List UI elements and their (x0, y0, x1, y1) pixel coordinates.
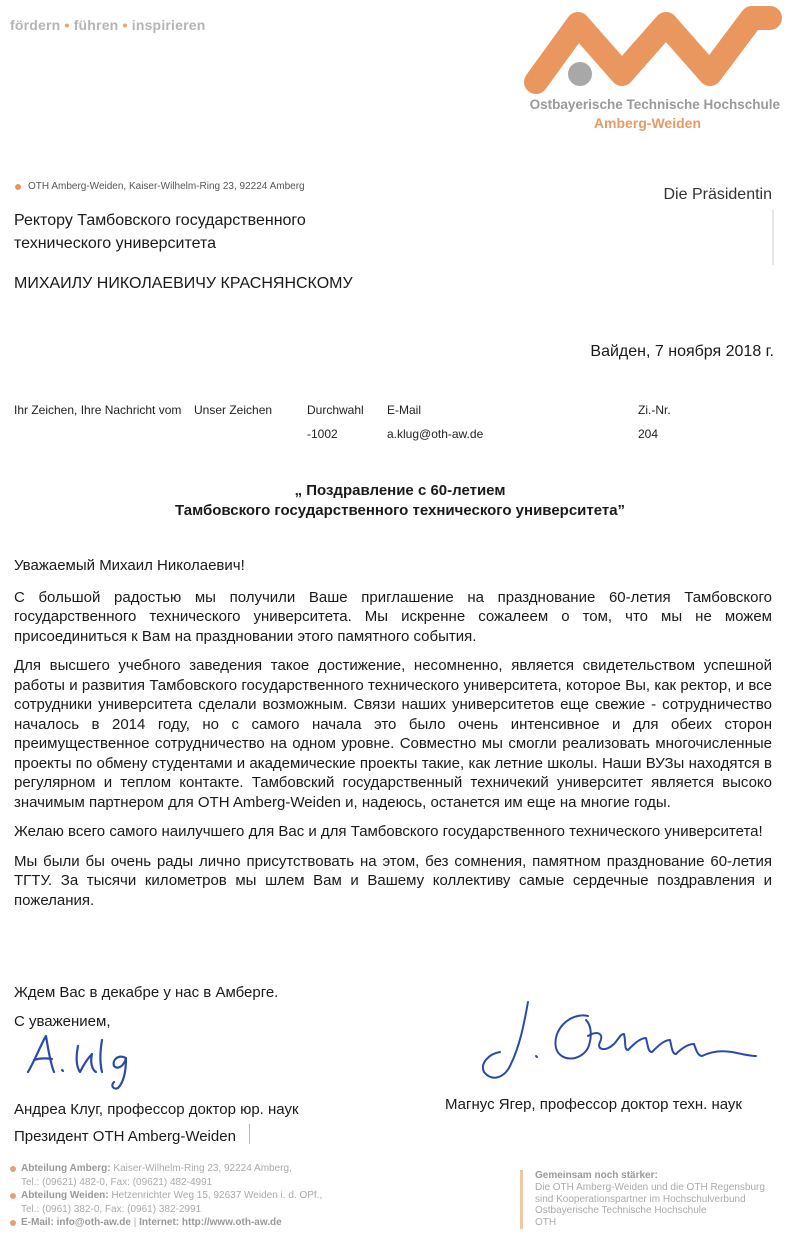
subject-line-2: Тамбовского государственного технического университета” (174, 502, 626, 519)
divider (249, 1124, 250, 1144)
signatory-right-name: Магнус Ягер, профессор доктор техн. наук (445, 1096, 742, 1113)
sender-address (15, 181, 305, 192)
footer-internet-value: http://www.oth-aw.de (181, 1217, 282, 1228)
footer-row-weiden-tel (10, 1203, 322, 1217)
footer-row-web (10, 1216, 322, 1230)
institution-campus: Amberg-Weiden (593, 115, 701, 131)
ref-label-durchwahl: Durchwahl (307, 403, 364, 417)
footer-weiden-tel: Tel.: (0961) 382-0, Fax: (0961) 382-2991 (21, 1203, 202, 1215)
signature-klug-icon (22, 1028, 142, 1092)
ref-value-zinr: 204 (638, 427, 659, 441)
footer-email-label: E-Mail: (21, 1217, 54, 1228)
footer-partner-line-1: Die OTH Amberg-Weiden und die OTH Regensburg (535, 1181, 765, 1193)
body-paragraph-1: С большой радостью мы получили Ваше приглашение на празднование 60-летия Тамбовского государственного технического университета. Мы искренне сожалеем о том, что мы не можем присоединиться к Вам на праздновании этого памятного события. (14, 588, 772, 645)
signatory-left-title: Президент OTH Amberg-Weiden (14, 1128, 236, 1145)
closing-regards: С уважением, (14, 1013, 111, 1030)
footer-internet-label: Internet: (139, 1217, 180, 1228)
ref-value-durchwahl: -1002 (307, 427, 338, 441)
footer-sep: | (133, 1217, 137, 1228)
body-paragraph-4: Мы были бы очень рады лично присутствовать на этом, без сомнения, памятном празднование 60-летия ТГТУ. За тысячи километров мы шлем Вам и Вашему коллективу самые сердечные поздравления и пожелания. (14, 852, 772, 909)
ref-label-unser: Unser Zeichen (194, 403, 273, 417)
signatory-left-name: Андреа Клуг, профессор доктор юр. наук (14, 1101, 299, 1118)
oth-logo-icon (520, 4, 782, 96)
sender-address-text: OTH Amberg-Weiden, Kaiser-Wilhelm-Ring 23, 92224 Amberg (28, 181, 305, 192)
tagline-word-1: fördern (10, 17, 61, 33)
signature-jaeger-icon (470, 990, 760, 1100)
sender-role: Die Präsidentin (663, 186, 772, 203)
footer-partner-line-2: sind Kooperationspartner im Hochschulverbund (535, 1193, 746, 1205)
institution-name: Ostbayerische Technische Hochschule (529, 97, 780, 112)
footer-row-weiden (10, 1189, 322, 1203)
footer-amberg-tel: Tel.: (09621) 482-0, Fax: (09621) 482-4991 (21, 1176, 213, 1188)
footer-row-amberg-tel (10, 1176, 322, 1190)
footer-weiden-label: Abteilung Weiden: (21, 1190, 109, 1201)
ref-value-email: a.klug@oth-aw.de (387, 427, 484, 441)
footer-partner-title: Gemeinsam noch stärker: (535, 1170, 658, 1181)
bullet-icon (10, 1193, 16, 1199)
footer-contact (10, 1162, 322, 1230)
letter-body (14, 556, 772, 920)
tagline-dot: • (118, 17, 132, 33)
letter-date: Вайден, 7 ноября 2018 г. (590, 343, 774, 360)
tagline-word-2: führen (73, 17, 119, 33)
letter-subject (0, 481, 800, 521)
recipient-line-1: Ректору Тамбовского государственного (14, 212, 306, 229)
salutation: Уважаемый Михаил Николаевич! (14, 557, 245, 574)
footer-weiden-address: Hetzenrichter Weg 15, 92637 Weiden i. d. OPf., (111, 1190, 323, 1201)
recipient-name: МИХАИЛУ НИКОЛАЕВИЧУ КРАСНЯНСКОМУ (14, 275, 353, 292)
footer-partner (520, 1170, 765, 1229)
footer-partner-line-3: Ostbayerische Technische Hochschule (535, 1205, 707, 1217)
recipient-block (14, 209, 306, 255)
subject-line-1: „ Поздравление с 60-летием (294, 482, 506, 499)
footer-amberg-address: Kaiser-Wilhelm-Ring 23, 92224 Amberg, (113, 1163, 292, 1174)
closing-invite: Ждем Вас в декабре у нас в Амберге. (14, 984, 279, 1001)
ref-label-ihr: Ihr Zeichen, Ihre Nachricht vom (14, 403, 182, 417)
bullet-icon (10, 1220, 16, 1226)
tagline (10, 17, 206, 33)
body-paragraph-2: Для высшего учебного заведения такое достижение, несомненно, является свидетельством успешной работы и развития Тамбовского государственного технического университета, которое Вы, как ректор, и все сотрудники университета сделали возможным. Связи наших университетов еще свежие - сотрудничество началось в 2014 году, но с самого начала это было очень интенсивное и для обеих сторон преимущественное сотрудничество на одном уровне. Совместно мы смогли реализовать многочисленные проекты по обмену студентами и академические проекты такие, как летние школы. Наши ВУЗы находятся в регулярном и теплом контакте. Тамбовский государственный техничекий университет является высоко значимым партнером для OTH Amberg-Weiden и, надеюсь, останется им еще на многие годы. (14, 657, 772, 811)
tagline-dot: • (60, 17, 74, 33)
ref-label-zinr: Zi.-Nr. (638, 403, 671, 417)
body-paragraph-3: Желаю всего самого наилучшего для Вас и для Тамбовского государственного технического университета! (14, 823, 763, 840)
footer-row-amberg (10, 1162, 322, 1176)
bullet-icon (10, 1166, 16, 1172)
signatory-left (14, 1096, 299, 1150)
bullet-icon (15, 184, 21, 190)
recipient-line-2: технического университета (14, 235, 216, 252)
footer-email-value: info@oth-aw.de (56, 1217, 131, 1228)
footer-partner-line-4: OTH (535, 1217, 557, 1229)
tagline-word-3: inspirieren (131, 17, 206, 33)
ref-label-email: E-Mail (387, 403, 422, 417)
footer-amberg-label: Abteilung Amberg: (21, 1163, 111, 1174)
scan-edge-line (772, 210, 774, 265)
